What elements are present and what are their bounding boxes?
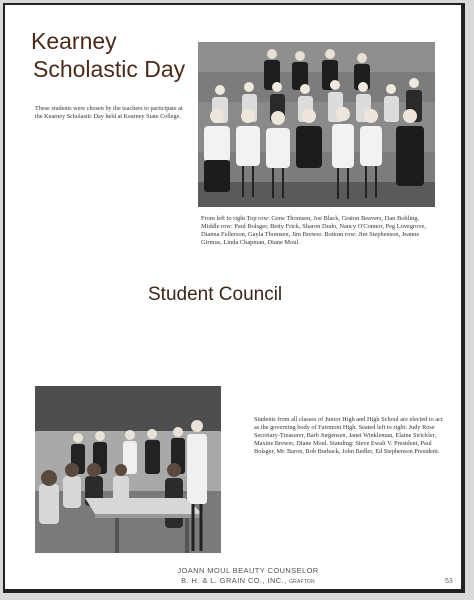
student-council-photo	[35, 386, 221, 553]
yearbook-page	[3, 3, 465, 593]
sponsor-town: GRAFTON	[289, 579, 315, 585]
student-council-caption: Students from all classes of Junior High and High School are elected to act as the governing body of Fairmont High. Seated left to right: Judy Rose Secretary-Treasurer, Barb Jurgensen, Janet Winkleman, Elaine Strickler, Maxine Brewer, Diane Moul. Standing: Steve Ewalt V. President, Paul Bolsger, Mr. Baron, Bob Burback, John Bedler, Ed Stephenson President.	[254, 416, 443, 455]
sponsor-footer	[153, 566, 343, 587]
sponsor-line-2	[153, 576, 343, 587]
scholastic-intro-caption: These students were chosen by the teachers to participate at the Kearney Scholastic Day held at Kearney State College.	[35, 105, 183, 120]
page-number: 53	[445, 578, 453, 585]
scholastic-day-group-photo	[198, 42, 435, 207]
sponsor-line-1: JOANN MOUL BEAUTY COUNSELOR	[177, 566, 319, 575]
section-title-line1: Kearney	[31, 28, 117, 54]
photo-illustration	[35, 386, 221, 553]
student-council-heading: Student Council	[148, 284, 283, 305]
sponsor-name: B. H. & L. GRAIN CO., INC.,	[181, 576, 287, 585]
photo-illustration	[198, 42, 435, 207]
section-title-line2: Scholastic Day	[33, 56, 186, 82]
scholastic-day-names-caption: From left to right Top row: Gene Thomsen, Joe Black, Graton Beavers, Dan Bohling. Middle row: Paul Bolsger, Betty Frick, Sharon Dudo, Nancy O'Connor, Peg Lovegrove, Dianna Fellerson, Gayla Thomsen, Jim Brewer. Bottom row: Jim Stephenson, Jeanne Girmus, Linda Chapman, Diane Moul.	[201, 215, 426, 247]
